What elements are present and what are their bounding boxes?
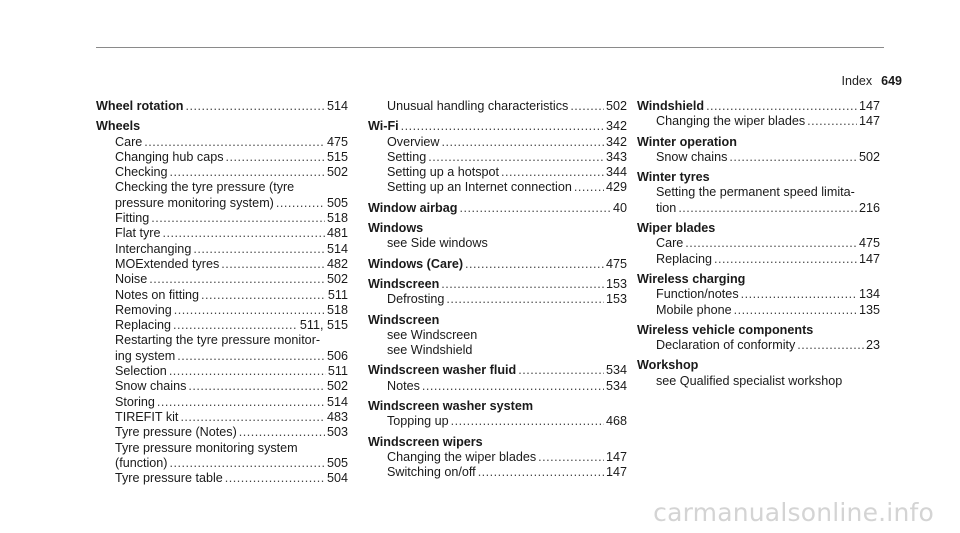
page-ref: 514 — [326, 99, 348, 113]
heading-text: Wireless vehicle components — [637, 322, 814, 337]
index-subentry[interactable] — [368, 465, 627, 480]
heading-text: Windscreen — [368, 276, 440, 291]
index-heading — [368, 435, 627, 450]
page-ref: 505 — [326, 195, 348, 210]
index-subentry[interactable] — [96, 211, 348, 226]
index-entry-wiper-blades — [637, 221, 880, 267]
page-ref: 135 — [858, 302, 880, 317]
index-heading[interactable] — [96, 99, 348, 114]
page-ref: 468 — [605, 414, 627, 429]
subentry-text: Checking the tyre pressure (tyre — [115, 180, 295, 195]
index-entry-workshop — [637, 358, 880, 389]
index-subentry[interactable] — [637, 287, 880, 302]
dot-leader — [226, 150, 325, 165]
page-ref: 511 — [327, 287, 348, 302]
index-column-2 — [368, 99, 627, 486]
subentry-text: Defrosting — [387, 292, 445, 307]
dot-leader — [465, 257, 604, 272]
dot-leader — [441, 135, 604, 150]
dot-leader — [741, 287, 857, 302]
index-subentry-wrap — [96, 180, 348, 195]
subentry-text: Snow chains — [115, 379, 187, 394]
page-ref: 147 — [605, 465, 627, 480]
index-entry-windscreen — [368, 277, 627, 308]
page-ref: 475 — [326, 134, 348, 149]
subentry-text: ing system — [115, 348, 176, 363]
index-subentry[interactable] — [96, 303, 348, 318]
index-subentry-wrap — [96, 333, 348, 348]
index-subentry[interactable] — [637, 114, 880, 129]
subentry-text: Checking — [115, 165, 168, 180]
dot-leader — [422, 379, 604, 394]
index-entry-wireless-charging — [637, 272, 880, 318]
index-subentry[interactable] — [368, 180, 627, 195]
subentry-text: Changing the wiper blades — [387, 449, 537, 464]
page-ref: 482 — [326, 256, 348, 271]
page-ref: 502 — [605, 99, 627, 113]
dot-leader — [201, 288, 326, 303]
dot-leader — [428, 150, 604, 165]
index-subentry-wrap — [96, 441, 348, 456]
page-ref: 342 — [605, 119, 627, 134]
dot-leader — [170, 165, 325, 180]
header-label: Index — [841, 74, 873, 88]
index-subentry[interactable] — [368, 99, 627, 114]
index-subentry[interactable] — [637, 338, 880, 353]
dot-leader — [451, 414, 604, 429]
subentry-text: Tyre pressure (Notes) — [115, 425, 237, 440]
page-ref: 502 — [326, 379, 348, 394]
index-subentry[interactable] — [368, 150, 627, 165]
dot-leader — [459, 201, 611, 216]
subentry-text: TIREFIT kit — [115, 409, 179, 424]
dot-leader — [173, 318, 298, 333]
dot-leader — [276, 196, 325, 211]
subentry-text: Snow chains — [656, 149, 728, 164]
subentry-text: Care — [115, 134, 143, 149]
index-subentry[interactable] — [96, 425, 348, 440]
index-subentry[interactable] — [96, 471, 348, 486]
page-ref: 23 — [865, 338, 880, 353]
index-subentry[interactable] — [637, 201, 880, 216]
heading-text: Wheels — [96, 119, 141, 134]
page-ref: 534 — [605, 363, 627, 378]
subentry-text: Overview — [387, 134, 440, 149]
dot-leader — [446, 292, 604, 307]
index-subentry[interactable] — [96, 456, 348, 471]
page-ref: 343 — [605, 149, 627, 164]
page-ref: 147 — [858, 114, 880, 129]
index-subentry[interactable] — [368, 165, 627, 180]
subentry-text: see Windscreen — [387, 327, 478, 342]
index-heading — [637, 170, 880, 185]
index-subentry[interactable] — [96, 226, 348, 241]
subentry-text: Removing — [115, 302, 172, 317]
index-subentry[interactable] — [96, 349, 348, 364]
index-subentry[interactable] — [368, 379, 627, 394]
subentry-text: MOExtended tyres — [115, 256, 220, 271]
page-ref: 147 — [858, 251, 880, 266]
watermark: carmanualsonline.info — [653, 498, 934, 527]
index-subentry[interactable] — [368, 292, 627, 307]
page-ref: 515 — [326, 149, 348, 164]
heading-text: Wheel rotation — [96, 99, 184, 113]
index-heading — [368, 221, 627, 236]
dot-leader — [678, 201, 857, 216]
heading-text: Windscreen wipers — [368, 434, 483, 449]
index-entry-windscreen-see — [368, 313, 627, 359]
index-heading[interactable] — [368, 257, 627, 272]
heading-text: Windshield — [637, 99, 705, 113]
index-entry-washer-system — [368, 399, 627, 430]
page-ref: 505 — [326, 455, 348, 470]
subentry-text: Notes — [387, 378, 420, 393]
index-subentry[interactable] — [96, 196, 348, 211]
index-heading — [637, 221, 880, 236]
dot-leader — [734, 303, 857, 318]
index-subentry[interactable] — [96, 165, 348, 180]
index-subentry[interactable] — [96, 395, 348, 410]
index-entry-windscreen-wipers — [368, 435, 627, 481]
top-rule — [96, 47, 884, 48]
dot-leader — [574, 180, 604, 195]
page-ref: 40 — [612, 200, 627, 215]
dot-leader — [144, 135, 325, 150]
heading-text: Windscreen — [368, 312, 440, 327]
dot-leader — [729, 150, 857, 165]
dot-leader — [169, 364, 326, 379]
index-subentry[interactable] — [96, 150, 348, 165]
dot-leader — [225, 471, 325, 486]
dot-leader — [441, 277, 604, 292]
index-entry-wheel-rotation — [96, 99, 348, 114]
page-ref: 147 — [605, 449, 627, 464]
dot-leader — [174, 303, 325, 318]
index-subentry[interactable] — [637, 303, 880, 318]
page-ref: 429 — [605, 180, 627, 195]
index-heading[interactable] — [637, 99, 880, 114]
index-heading — [637, 272, 880, 287]
heading-text: Windows (Care) — [368, 256, 464, 271]
subentry-text: pressure monitoring system) — [115, 195, 274, 210]
index-subentry[interactable] — [637, 150, 880, 165]
heading-text: Workshop — [637, 358, 699, 373]
index-subentry[interactable] — [96, 379, 348, 394]
page-ref: 134 — [858, 287, 880, 302]
subentry-text: Setting up a hotspot — [387, 165, 500, 180]
index-entry-window-airbag — [368, 201, 627, 216]
subentry-text: Selection — [115, 364, 167, 379]
dot-leader — [570, 99, 604, 114]
subentry-text: Replacing — [115, 318, 172, 333]
index-entry-winter-tyres — [637, 170, 880, 216]
index-subentry[interactable] — [96, 272, 348, 287]
index-subentry[interactable] — [637, 236, 880, 251]
dot-leader — [685, 236, 857, 251]
heading-text: Wi-Fi — [368, 119, 399, 134]
index-entry-wheels — [96, 119, 348, 486]
index-subentry[interactable] — [96, 135, 348, 150]
heading-text: Windscreen washer system — [368, 399, 534, 414]
subentry-text: see Qualified specialist workshop — [656, 373, 843, 388]
page-ref: 147 — [858, 99, 880, 113]
page-ref: 511 — [327, 364, 348, 379]
subentry-text: Tyre pressure table — [115, 471, 223, 486]
page-ref: 503 — [326, 425, 348, 440]
dot-leader — [401, 119, 604, 134]
index-subentry[interactable] — [637, 252, 880, 267]
index-heading — [637, 323, 880, 338]
index-subentry[interactable] — [368, 135, 627, 150]
index-subentry[interactable] — [96, 410, 348, 425]
page-ref: 506 — [326, 348, 348, 363]
dot-leader — [157, 395, 325, 410]
page-ref: 216 — [858, 200, 880, 215]
dot-leader — [193, 242, 325, 257]
subentry-text: Restarting the tyre pressure monitor- — [115, 333, 321, 348]
index-subentry[interactable] — [368, 450, 627, 465]
index-cross-reference[interactable] — [637, 374, 880, 389]
subentry-text: Function/notes — [656, 287, 739, 302]
dot-leader — [478, 465, 604, 480]
index-subentry[interactable] — [96, 364, 348, 379]
subentry-text: Unusual handling characteristics — [387, 99, 569, 113]
page-ref: 475 — [858, 236, 880, 251]
index-column-3 — [637, 99, 880, 394]
dot-leader — [501, 165, 604, 180]
page-ref: 475 — [605, 256, 627, 271]
index-entry-windows-care — [368, 257, 627, 272]
index-heading — [368, 399, 627, 414]
subentry-text: Setting the permanent speed limita- — [656, 185, 855, 200]
subentry-text: Notes on fitting — [115, 287, 200, 302]
heading-text: Windows — [368, 221, 424, 236]
subentry-text: Fitting — [115, 211, 150, 226]
index-heading[interactable] — [368, 277, 627, 292]
index-subentry[interactable] — [368, 414, 627, 429]
index-heading[interactable] — [368, 119, 627, 134]
page-ref: 502 — [858, 149, 880, 164]
index-cross-reference[interactable] — [368, 328, 627, 343]
page-ref: 342 — [605, 134, 627, 149]
index-heading — [368, 313, 627, 328]
index-subentry[interactable] — [96, 242, 348, 257]
subentry-text: (function) — [115, 455, 168, 470]
index-heading[interactable] — [368, 201, 627, 216]
dot-leader — [149, 272, 325, 287]
index-heading[interactable] — [368, 363, 627, 378]
subentry-text: tion — [656, 200, 677, 215]
subentry-text: Care — [656, 236, 684, 251]
subentry-text: Setting — [387, 149, 427, 164]
index-cross-reference[interactable] — [368, 236, 627, 251]
dot-leader — [163, 226, 325, 241]
dot-leader — [151, 211, 325, 226]
page-ref: 344 — [605, 165, 627, 180]
subentry-text: Switching on/off — [387, 465, 476, 480]
heading-text: Winter operation — [637, 134, 737, 149]
heading-text: Window airbag — [368, 200, 458, 215]
index-entry-windshield — [637, 99, 880, 130]
dot-leader — [538, 450, 604, 465]
dot-leader — [797, 338, 864, 353]
page-ref: 514 — [326, 241, 348, 256]
index-entry-winter-operation — [637, 135, 880, 166]
subentry-text: Mobile phone — [656, 302, 732, 317]
dot-leader — [714, 252, 857, 267]
index-cross-reference[interactable] — [368, 343, 627, 358]
subentry-text: Tyre pressure monitoring system — [115, 440, 298, 455]
heading-text: Windscreen washer fluid — [368, 363, 517, 378]
dot-leader — [807, 114, 857, 129]
page-ref: 511, 515 — [299, 318, 348, 333]
subentry-text: Interchanging — [115, 241, 192, 256]
page-ref: 518 — [326, 302, 348, 317]
subentry-text: Noise — [115, 272, 148, 287]
subentry-text: Replacing — [656, 251, 713, 266]
subentry-text: Storing — [115, 394, 155, 409]
index-entry-washer-fluid — [368, 363, 627, 394]
page-header — [842, 74, 902, 88]
subentry-text: Setting up an Internet connection — [387, 180, 572, 195]
index-entry-wifi — [368, 119, 627, 195]
dot-leader — [170, 456, 325, 471]
subentry-text: Changing hub caps — [115, 149, 224, 164]
dot-leader — [239, 425, 325, 440]
page-ref: 534 — [605, 378, 627, 393]
index-entry-continued — [368, 99, 627, 114]
page-ref: 504 — [326, 471, 348, 486]
index-subentry[interactable] — [96, 288, 348, 303]
page-ref: 502 — [326, 272, 348, 287]
dot-leader — [180, 410, 325, 425]
page-ref: 153 — [605, 292, 627, 307]
index-column-1 — [96, 99, 348, 491]
subentry-text: Topping up — [387, 414, 449, 429]
index-heading — [637, 358, 880, 373]
subentry-text: Declaration of conformity — [656, 338, 796, 353]
page-ref: 153 — [605, 276, 627, 291]
dot-leader — [221, 257, 325, 272]
dot-leader — [706, 99, 857, 114]
page-ref: 483 — [326, 409, 348, 424]
index-heading — [637, 135, 880, 150]
index-subentry[interactable] — [96, 318, 348, 333]
index-subentry[interactable] — [96, 257, 348, 272]
subentry-text: see Windshield — [387, 343, 473, 358]
page-ref: 518 — [326, 211, 348, 226]
index-heading — [96, 119, 348, 134]
heading-text: Winter tyres — [637, 170, 710, 185]
subentry-text: see Side windows — [387, 236, 488, 251]
dot-leader — [177, 349, 325, 364]
subentry-text: Changing the wiper blades — [656, 114, 806, 129]
page-ref: 502 — [326, 165, 348, 180]
heading-text: Wireless charging — [637, 271, 746, 286]
index-subentry-wrap — [637, 185, 880, 200]
dot-leader — [518, 363, 604, 378]
page-ref: 514 — [326, 394, 348, 409]
page-number: 649 — [881, 74, 902, 88]
heading-text: Wiper blades — [637, 221, 716, 236]
dot-leader — [188, 379, 325, 394]
subentry-text: Flat tyre — [115, 226, 161, 241]
page-ref: 481 — [326, 226, 348, 241]
index-entry-wireless-vehicle-components — [637, 323, 880, 354]
index-entry-windows — [368, 221, 627, 252]
dot-leader — [185, 99, 325, 114]
